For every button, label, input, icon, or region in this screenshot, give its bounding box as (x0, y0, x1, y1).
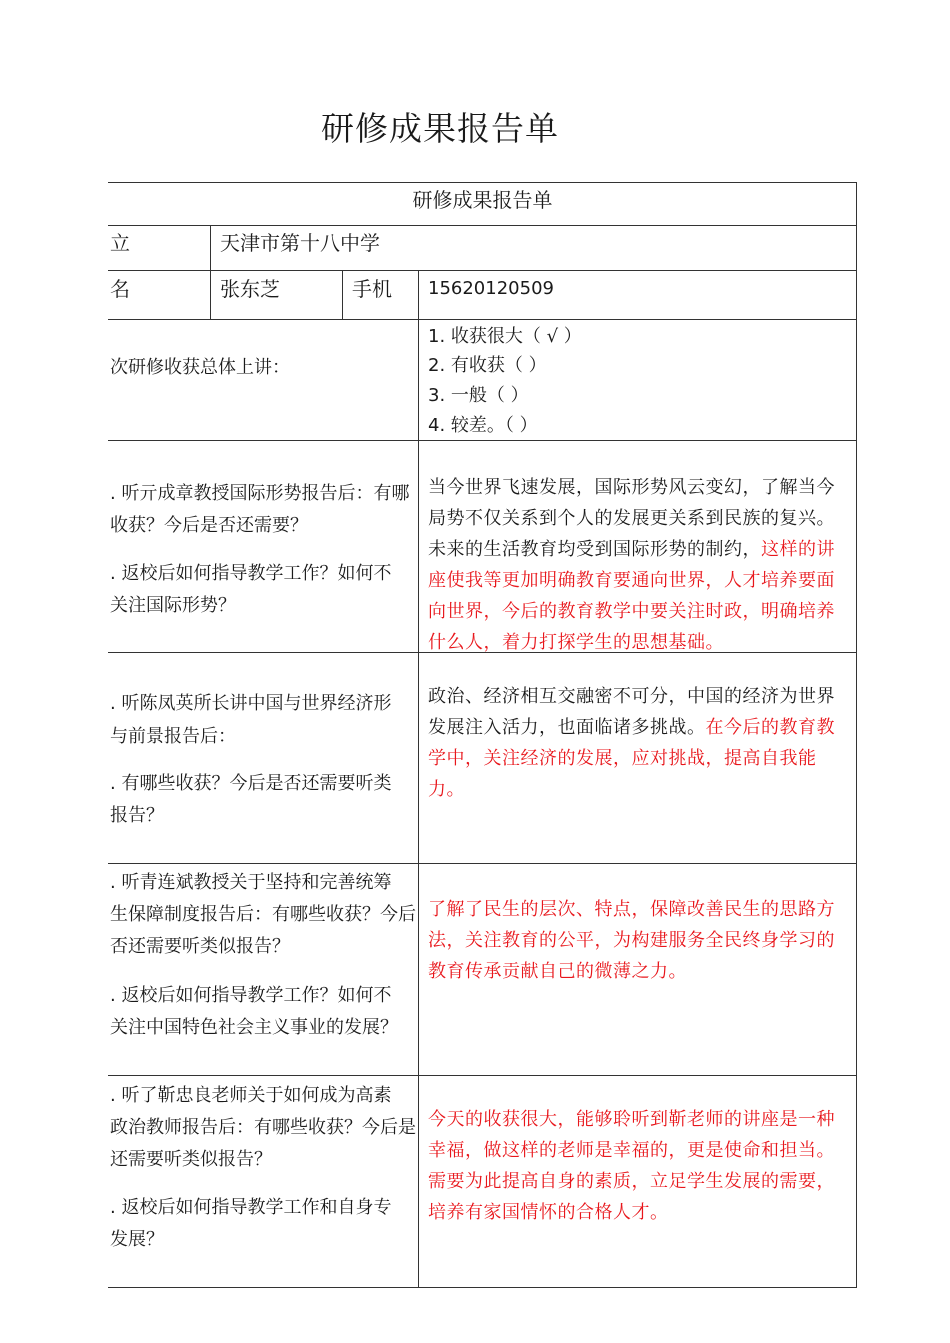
name-value: 张东芝 (220, 277, 280, 301)
table-rule (418, 270, 419, 1288)
overall-label: 次研修收获总体上讲： (110, 357, 290, 378)
table-border-bottom (108, 1287, 857, 1288)
question-line: 关注国际形势？ (110, 595, 236, 616)
answer-highlight: 今天的收获很大，能够聆听到靳老师的讲座是一种幸福，做这样的老师是幸福的，更是使命和担当。需要为此提高自身的素质，立足学生发展的需要，培养有家国情怀的合格人才。 (428, 1109, 835, 1223)
question-line: . 听青连斌教授关于坚持和完善统筹 (110, 872, 392, 893)
overall-option: 3. 一般（ ） (428, 385, 529, 406)
unit-value: 天津市第十八中学 (220, 231, 380, 255)
question-line: 收获？今后是否还需要？ (110, 515, 308, 536)
overall-option: 1. 收获很大（ √ ） (428, 326, 582, 347)
question-line: 报告？ (110, 805, 164, 826)
phone-label: 手机 (352, 277, 392, 301)
question-line: . 听陈凤英所长讲中国与世界经济形 (110, 693, 392, 714)
table-border-right (856, 182, 857, 1288)
answer-text: 政治、经济相互交融密不可分，中国的经济为世界发展注入活力，也面临诸多挑战。 (428, 686, 835, 738)
table-rule (210, 225, 211, 320)
question-line: 否还需要听类似报告？ (110, 936, 290, 957)
answer-highlight: 了解了民生的层次、特点，保障改善民生的思路方法，关注教育的公平，为构建服务全民终身学习的教育传承贡献自己的微薄之力。 (428, 899, 835, 982)
question-line: 还需要听类似报告？ (110, 1149, 272, 1170)
table-rule (108, 319, 857, 320)
question-line: . 返校后如何指导教学工作和自身专 (110, 1197, 392, 1218)
phone-value: 15620120509 (428, 278, 554, 299)
table-rule (108, 270, 857, 271)
question-line: . 返校后如何指导教学工作？如何不 (110, 563, 392, 584)
name-label: 名 (110, 277, 130, 301)
table-header: 研修成果报告单 (412, 188, 553, 212)
answer-highlight: 在今后的教育教学中，关注经济的发展，应对挑战，提高自我能力。 (428, 717, 835, 800)
question-line: 与前景报告后： (110, 726, 236, 747)
table-rule (108, 1075, 857, 1076)
answer (428, 1104, 846, 1228)
question-line: . 听了靳忠良老师关于如何成为高素 (110, 1085, 392, 1106)
answer-highlight: 这样的讲座使我等更加明确教育要通向世界，人才培养要面向世界，今后的教育教学中要关注时政，明确培养什么人，着力打探学生的思想基础。 (428, 539, 835, 653)
question-line: 关注中国特色社会主义事业的发展？ (110, 1017, 398, 1038)
question-line: . 有哪些收获？今后是否还需要听类 (110, 773, 392, 794)
table-rule (108, 863, 857, 864)
question-line: . 听亓成章教授国际形势报告后：有哪 (110, 483, 410, 504)
table-rule (108, 440, 857, 441)
table-rule (108, 225, 857, 226)
overall-option: 2. 有收获（ ） (428, 355, 547, 376)
page-title: 研修成果报告单 (321, 109, 559, 148)
answer (428, 472, 846, 658)
overall-option: 4. 较差。（ ） (428, 415, 538, 436)
question-line: 生保障制度报告后：有哪些收获？今后 (110, 904, 416, 925)
answer (428, 681, 848, 805)
unit-label: 立 (110, 231, 130, 255)
table-border-top (108, 182, 857, 183)
answer-text: 当今世界飞速发展，国际形势风云变幻，了解当今局势不仅关系到个人的发展更关系到民族的复兴。未来的生活教育均受到国际形势的制约， (428, 477, 835, 560)
question-line: 发展？ (110, 1229, 164, 1250)
question-line: 政治教师报告后：有哪些收获？今后是 (110, 1117, 416, 1138)
question-line: . 返校后如何指导教学工作？如何不 (110, 985, 392, 1006)
table-rule (342, 270, 343, 320)
answer (428, 894, 846, 987)
